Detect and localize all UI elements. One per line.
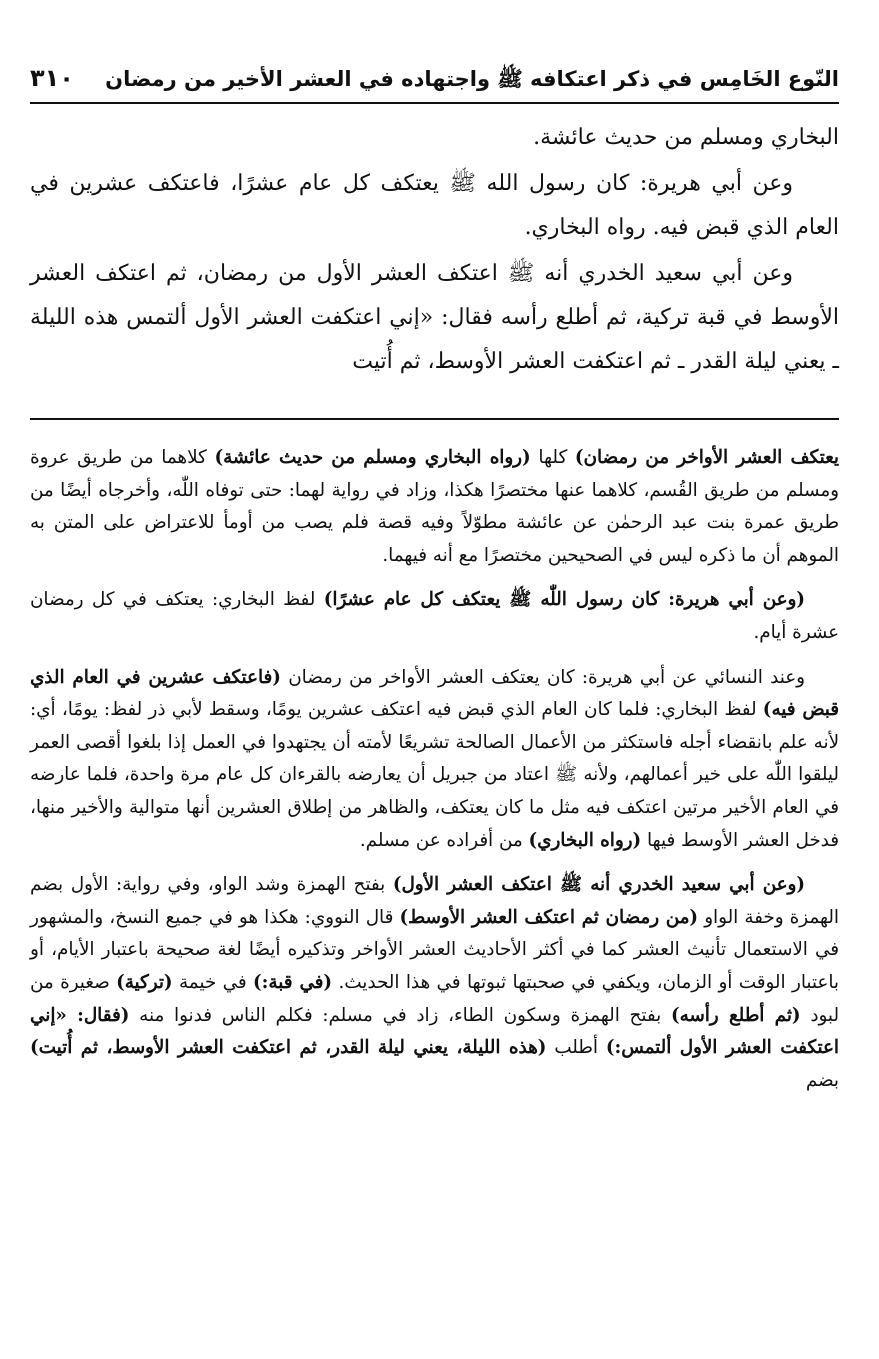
commentary-paragraph-1 xyxy=(30,442,839,572)
quoted-text: (من رمضان ثم اعتكف العشر الأوسط) xyxy=(399,906,699,928)
quoted-text: (وعن أبي هريرة: كان رسول اللّٰه ﷺ يعتكف كل عام عشرًا) xyxy=(323,589,805,611)
main-text xyxy=(30,116,839,384)
main-paragraph-2: وعن أبي هريرة: كان رسول الله ﷺ يعتكف كل عام عشرًا، فاعتكف عشرين في العام الذي قبض فيه. رواه البخاري. xyxy=(30,171,839,240)
commentary-text: صغيرة من لبود xyxy=(30,971,840,1026)
commentary-paragraph-4 xyxy=(30,869,839,1097)
quoted-text: (وعن أبي سعيد الخدري أنه ﷺ اعتكف العشر الأول) xyxy=(392,874,806,896)
commentary-text: لفظ البخاري: فلما كان العام الذي قبض فيه اعتكف عشرين يومًا، وسقط لأبي ذر لفظ: يومًا، أي: لأنه علم بانقضاء أجله فاستكثر من الأعمال الصالحة تشريعًا لأمته أن يجتهدوا في العمل إذا بلغوا أقصى العمر ليلقوا اللّٰه على خير أعمالهم، ولأنه ﷺ اعتاد من جبريل أن يعارضه بالقرءان كل عام مرة واحدة، فلما عارضه في العام الأخير مرتين اعتكف فيه مثل ما كان يعتكف، والظاهر من إطلاق العشرين أنها متوالية والأخير منها، فدخل العشر الأوسط فيها xyxy=(30,699,839,851)
page-number: ٣١٠ xyxy=(30,64,74,92)
quoted-text: (ثم أطلع رأسه) xyxy=(670,1004,801,1026)
quoted-text: يعتكف العشر الأواخر من رمضان) xyxy=(574,447,839,468)
commentary-text: في خيمة xyxy=(172,971,254,993)
book-page xyxy=(30,56,839,1109)
quoted-text: (رواه البخاري) xyxy=(528,829,642,851)
section-divider xyxy=(30,418,839,420)
main-paragraph-1: البخاري ومسلم من حديث عائشة. xyxy=(533,125,839,150)
quoted-text: (رواه البخاري ومسلم من حديث عائشة) xyxy=(214,447,531,468)
quoted-text: (فاعتكف عشرين في العام الذي قبض فيه) xyxy=(30,666,839,721)
main-paragraph-3: وعن أبي سعيد الخدري أنه ﷺ اعتكف العشر الأول من رمضان، ثم اعتكف العشر الأوسط في قبة تركية، ثم أطلع رأسه فقال: «إني اعتكفت العشر الأول ألتمس هذه الليلة ـ يعني ليلة القدر ـ ثم اعتكفت العشر الأوسط، ثم أُتيت xyxy=(30,261,839,374)
running-header xyxy=(30,56,839,100)
commentary-text: كلاهما من طريق عروة ومسلم من طريق القُسم، كلاهما عنها مختصرًا هكذا، وزاد في رواية لهما: حتى توفاه اللّٰه، وأخرجاه أيضًا من طريق عمرة بنت عبد الرحمٰن عن عائشة مطوّلاً وفيه قصة فلم يصب من أومأ للاعتراض على المتن به الموهم أن ما ذكره ليس في الصحيحين مختصرًا مع أنه فيهما. xyxy=(30,447,839,566)
commentary-text: أطلب xyxy=(546,1037,606,1059)
commentary-text: بفتح الهمزة وسكون الطاء، زاد في مسلم: فكلم الناس فدنوا منه xyxy=(129,1004,671,1026)
commentary-text: قال النووي: هكذا هو في جميع النسخ، والمشهور في الاستعمال تأنيث العشر كما في أكثر الأحاديث العشر الأواخر وتذكيره أيضًا لغة صحيحة باعتبار الأيام، أو باعتبار الوقت أو الزمان، ويكفي في صحبتها ثبوتها في هذا الحديث. xyxy=(30,906,839,993)
commentary-paragraph-3 xyxy=(30,662,839,858)
commentary-text: بضم xyxy=(805,1069,839,1091)
commentary-text: من أفراده عن مسلم. xyxy=(359,829,529,851)
quoted-text: (فقال: «إني اعتكفت العشر الأول ألتمس:) xyxy=(30,1004,840,1059)
header-rule xyxy=(30,102,839,104)
quoted-text: (تركية) xyxy=(116,971,173,993)
commentary-text: كلها xyxy=(530,447,575,468)
quoted-text: (هذه الليلة، يعني ليلة القدر، ثم اعتكفت العشر الأوسط، ثم أُتيت) xyxy=(30,1037,547,1059)
page-title: النّوع الخَامِس في ذكر اعتكافه ﷺ واجتهاده في العشر الأخير من رمضان xyxy=(105,67,839,91)
commentary-text: لفظ البخاري: يعتكف في كل رمضان عشرة أيام. xyxy=(30,589,839,643)
commentary-text: وعند النسائي عن أبي هريرة: كان يعتكف العشر الأواخر من رمضان xyxy=(280,666,806,688)
commentary-text: بفتح الهمزة وشد الواو، وفي رواية: الأول بضم الهمزة وخفة الواو xyxy=(30,874,839,928)
commentary xyxy=(30,442,839,1097)
commentary-paragraph-2 xyxy=(30,584,839,649)
quoted-text: (في قبة:) xyxy=(253,971,333,993)
